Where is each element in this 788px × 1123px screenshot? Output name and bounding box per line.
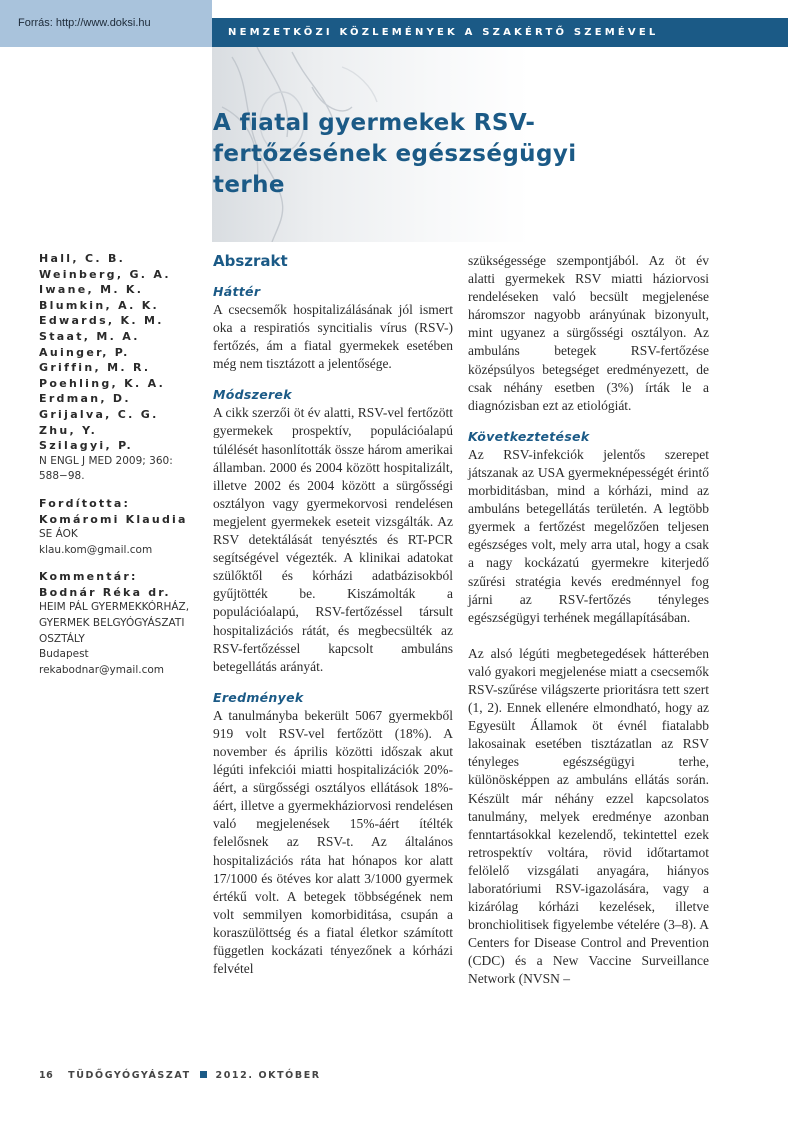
body-paragraph: Az alsó légúti megbetegedések hátterében való gyakori megjelenése miatt a csecsemők RSV-szűrése világszerte prioritásra tett szert (1, 2). Ennek ellenére elmondható, hogy az Egyesült Államok öt évnél fiatalabb lakosainak esetében tisztázatlan az RSV tényleges egészségügyi terhe, különösképpen az ambuláns ellátás során. Készült már néhány ezzel kapcsolatos tanulmány, melyek eredménye azonban fenntartásokkal kezelendő, tekintettel ezek retrospektív voltára, rövid időtartamot felölelő vizsgálati anyagára, hiányos laboratóriumi RSV-igazolására, vagy a kizárólag kórházi kezelések, illetve bronchiolitisek figyelembe vételére (3–8). A Centers for Disease Control and Prevention (CDC) és a New Vaccine Surveillance Network (NVSN – bbox=[468, 645, 709, 987]
results-text-continued: szükségessége szempontjából. Az öt év alatti gyermekek RSV miatti háziorvosi rendeléseken való becsült megjelenése háromszor nagyobb arányúnak bizonyult, mint ugyanez a sürgősségi osztályon. Az ambuláns betegek RSV-fertőzése középsúlyos betegséget eredményezett, de csak néhány esetben (3%) írták le a diagnózisban ezt az etiológiát. bbox=[468, 253, 709, 413]
commentary-email: rekabodnar@ymail.com bbox=[39, 663, 165, 676]
author: Edwards, K. M. bbox=[39, 314, 164, 328]
background-heading: Háttér bbox=[213, 284, 261, 299]
page-number: 16 bbox=[39, 1070, 54, 1081]
background-text: A csecsemők hospitalizálásának jól ismert oka a respiratiós syncitialis vírus (RSV-) fertőzés, ám a fiatal gyermekek esetében még nem tisztázott a jelentősége. bbox=[213, 302, 453, 372]
source-label: Forrás: http://www.doksi.hu bbox=[0, 0, 212, 47]
journal-name: TÜDŐGYÓGYÁSZAT bbox=[68, 1070, 191, 1081]
translator-affiliation: SE ÁOK bbox=[39, 528, 78, 541]
author: Grijalva, C. G. bbox=[39, 407, 159, 421]
translator-label: Fordította: bbox=[39, 496, 131, 510]
commentary-affiliation: GYERMEK BELGYÓGYÁSZATI bbox=[39, 617, 185, 630]
author: Griffin, M. R. bbox=[39, 361, 151, 375]
author: Szilagyi, P. bbox=[39, 439, 133, 453]
author: Auinger, P. bbox=[39, 345, 130, 359]
page-footer bbox=[39, 1070, 321, 1081]
commentary-affiliation: HEIM PÁL GYERMEKKÓRHÁZ, bbox=[39, 601, 190, 614]
conclusions-text: Az RSV-infekciók jelentős szerepet játszanak az USA gyermeknépességét érintő morbiditásban, mind a kórházi, mind az ambuláns betegellátás területén. A legtöbb gyermek a fertőzést megelőzően teljesen egészséges volt, mely arra utal, hogy a csak a nagy kockázatú gyermekre kiterjedő szűrési stratégia kevés eredménnyel fog járni az RSV-fertőzés tényleges egészségügyi terhének megállapításában. bbox=[468, 446, 709, 625]
author: Iwane, M. K. bbox=[39, 283, 144, 297]
author: Hall, C. B. bbox=[39, 252, 126, 265]
body-column bbox=[468, 252, 709, 989]
author-list bbox=[39, 251, 199, 454]
separator-square bbox=[200, 1071, 207, 1078]
section-title: NEMZETKÖZI KÖZLEMÉNYEK A SZAKÉRTŐ SZEMÉVEL bbox=[228, 27, 659, 38]
abstract-heading: Abszrakt bbox=[213, 252, 288, 270]
conclusions-heading: Következtetések bbox=[468, 428, 590, 444]
translator-name: Komáromi Klaudia bbox=[39, 512, 188, 526]
author: Erdman, D. bbox=[39, 392, 131, 406]
results-heading: Eredmények bbox=[213, 689, 304, 705]
author: Blumkin, A. K. bbox=[39, 298, 160, 312]
methods-heading: Módszerek bbox=[213, 387, 292, 403]
journal-issue: 2012. OKTÓBER bbox=[215, 1070, 321, 1081]
commentary-label: Kommentár: bbox=[39, 570, 138, 584]
citation-pages: 588−98. bbox=[39, 470, 85, 483]
abstract-column bbox=[213, 252, 453, 978]
results-text: A tanulmányba bekerült 5067 gyermekből 919 volt RSV-vel fertőzött (18%). A november és április közötti időszak akut légúti infekciói miatti hospitalizációk 20%-áért, a sürgősségi osztályos ellátások 18%-áért, illetve a gyermekháziorvosi rendelésen való megjelenések 15%-áért ítélték felelősnek az RSV-t. Az általános hospitalizációs ráta hat hónapos kor alatt 17/1000 és ötéves kor alatt 3/1000 gyermek értékű volt. A betegek többségének nem volt semmilyen komorbiditása, csupán a koraszülöttség és a fiatal életkor számított független kockázati tényezőnek a kórházi felvétel bbox=[213, 707, 453, 977]
citation: N ENGL J MED 2009; 360: bbox=[39, 454, 173, 467]
translator-email: klau.kom@gmail.com bbox=[39, 543, 153, 556]
commentary-affiliation: OSZTÁLY bbox=[39, 632, 85, 645]
commentary-name: Bodnár Réka dr. bbox=[39, 585, 171, 599]
author: Staat, M. A. bbox=[39, 329, 140, 343]
methods-text: A cikk szerzői öt év alatti, RSV-vel fertőzött gyermekek prospektív, populációalapú túlélését hasonlították össze három amerikai államban. 2000 és 2004 között hospitalizált, illetve 2002 és 2004 között a sürgősségi osztályon vagy gyermekorvosi rendelésen megjelent gyermekek eseteit vizsgálták. Az RSV detektálását tenyésztés és RT-PCR segítségével végezték. A klinikai adatokat szülőktől és kórházi adatbázisokból gyűjtötték be. Kiszámolták a populációalapú, RSV-fertőzéssel társult hospitalizációs rátát, és megbecsülték az RSV-fertőzéssel kapcsolt ambuláns betegellátás arányát. bbox=[213, 405, 453, 674]
author: Poehling, K. A. bbox=[39, 376, 166, 390]
author: Weinberg, G. A. bbox=[39, 267, 171, 281]
article-sidebar bbox=[39, 251, 199, 678]
article-title: A fiatal gyermekek RSV-fertőzésének egészségügyi terhe bbox=[213, 110, 577, 198]
author: Zhu, Y. bbox=[39, 423, 98, 437]
commentary-city: Budapest bbox=[39, 648, 89, 661]
